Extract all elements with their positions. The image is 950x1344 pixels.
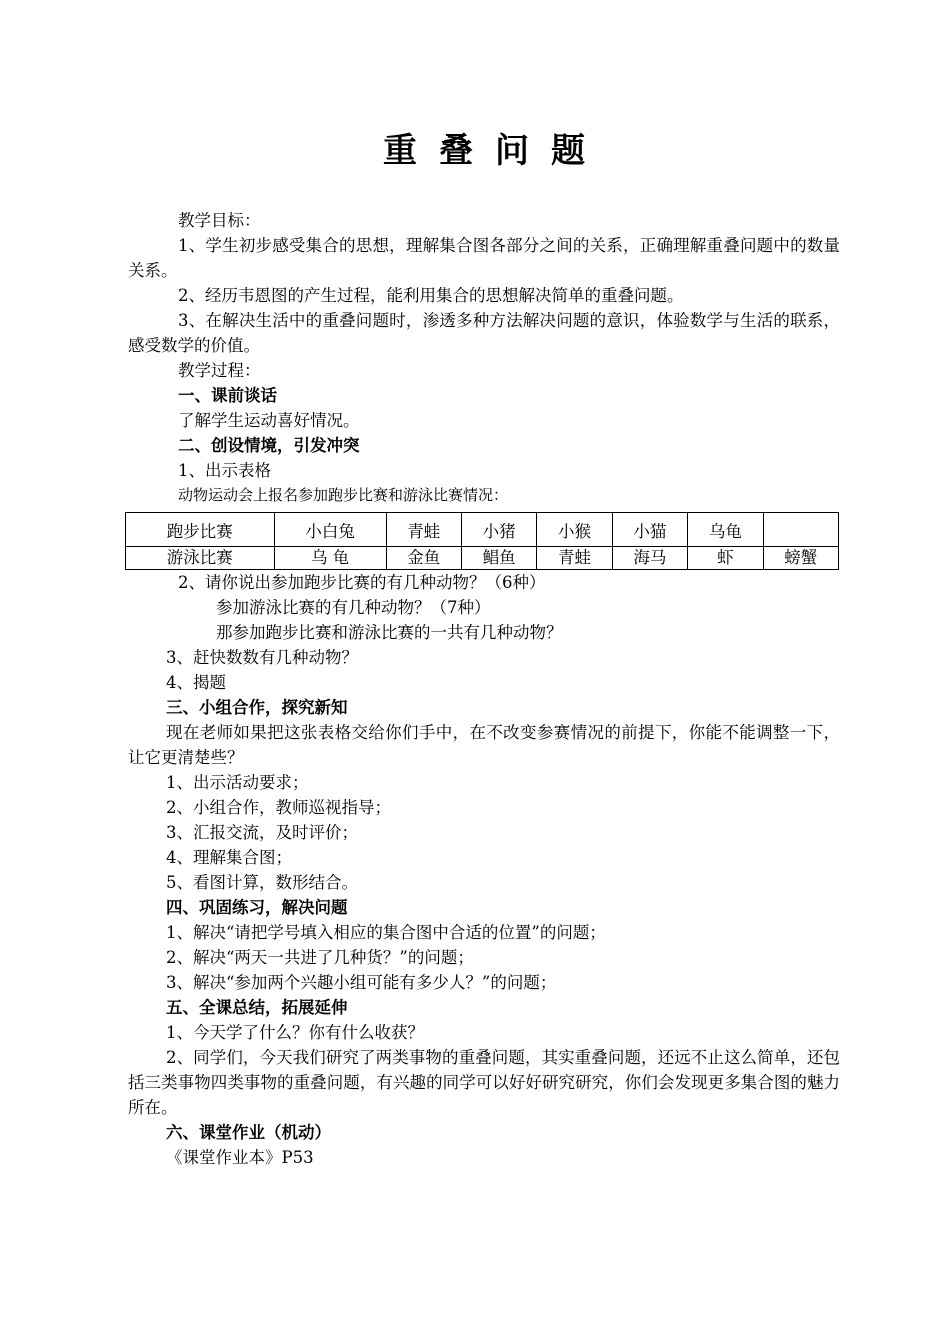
table-cell: 青蛙	[386, 513, 461, 547]
list-item: 5、看图计算，数形结合。	[166, 873, 358, 892]
list-item: 4、揭题	[166, 673, 226, 692]
section-text: 2、同学们，今天我们研究了两类事物的重叠问题，其实重叠问题，还远不止这么简单，还包括三类事物四类事物的重叠问题，有兴趣的同学可以好好研究研究，你们会发现更多集合图的魅力所在。	[128, 1048, 840, 1117]
document-page	[128, 128, 840, 1170]
list-item: 3、汇报交流，及时评价；	[166, 823, 358, 842]
section-heading: 六、课堂作业（机动）	[166, 1123, 331, 1142]
sports-table	[125, 512, 839, 570]
table-cell: 螃蟹	[763, 547, 838, 570]
table-row	[126, 547, 839, 570]
table-cell: 小猪	[461, 513, 536, 547]
list-item: 参加游泳比赛的有几种动物？（7种）	[216, 598, 491, 617]
page-title: 重叠问题	[383, 131, 607, 171]
table-cell: 海马	[612, 547, 687, 570]
section-heading: 三、小组合作，探究新知	[166, 698, 348, 717]
table-cell: 乌龟	[688, 513, 763, 547]
section-text: 现在老师如果把这张表格交给你们手中，在不改变参赛情况的前提下，你能不能调整一下，让它更清楚些？	[128, 723, 840, 767]
section-text: 《课堂作业本》P53	[166, 1148, 314, 1167]
list-item: 3、解决“参加两个兴趣小组可能有多少人？”的问题；	[166, 973, 557, 992]
table-cell: 小猫	[612, 513, 687, 547]
section-heading: 四、巩固练习，解决问题	[166, 898, 348, 917]
list-item: 2、解决“两天一共进了几种货？”的问题；	[166, 948, 474, 967]
list-item: 2、请你说出参加跑步比赛的有几种动物？（6种）	[178, 573, 546, 592]
objectives-heading: 教学目标：	[178, 211, 261, 230]
list-item: 那参加跑步比赛和游泳比赛的一共有几种动物？	[216, 623, 563, 642]
list-item: 1、出示活动要求；	[166, 773, 309, 792]
process-heading: 教学过程：	[178, 361, 261, 380]
table-cell: 乌 龟	[274, 547, 386, 570]
table-cell: 金鱼	[386, 547, 461, 570]
objective-item: 2、经历韦恩图的产生过程，能利用集合的思想解决简单的重叠问题。	[178, 286, 684, 305]
list-item: 2、小组合作，教师巡视指导；	[166, 798, 391, 817]
list-item: 1、解决“请把学号填入相应的集合图中合适的位置”的问题；	[166, 923, 606, 942]
section-heading: 一、课前谈话	[178, 386, 277, 405]
section-heading: 五、全课总结，拓展延伸	[166, 998, 348, 1017]
objective-item: 3、在解决生活中的重叠问题时，渗透多种方法解决问题的意识，体验数学与生活的联系，感受数学的价值。	[128, 311, 840, 355]
table-cell	[763, 513, 838, 547]
list-item: 1、出示表格	[178, 461, 271, 480]
list-item: 4、理解集合图；	[166, 848, 292, 867]
section-heading: 二、创设情境，引发冲突	[178, 436, 360, 455]
section-text: 了解学生运动喜好情况。	[178, 411, 360, 430]
table-cell: 小白兔	[274, 513, 386, 547]
table-cell: 跑步比赛	[126, 513, 275, 547]
table-cell: 青蛙	[537, 547, 612, 570]
table-cell: 游泳比赛	[126, 547, 275, 570]
table-cell: 虾	[688, 547, 763, 570]
table-caption: 动物运动会上报名参加跑步比赛和游泳比赛情况：	[178, 486, 509, 504]
list-item: 3、赶快数数有几种动物？	[166, 648, 358, 667]
table-row	[126, 513, 839, 547]
table-cell: 鲳鱼	[461, 547, 536, 570]
list-item: 1、今天学了什么？你有什么收获？	[166, 1023, 424, 1042]
table-cell: 小猴	[537, 513, 612, 547]
objective-item: 1、学生初步感受集合的思想，理解集合图各部分之间的关系，正确理解重叠问题中的数量关系。	[128, 236, 840, 280]
